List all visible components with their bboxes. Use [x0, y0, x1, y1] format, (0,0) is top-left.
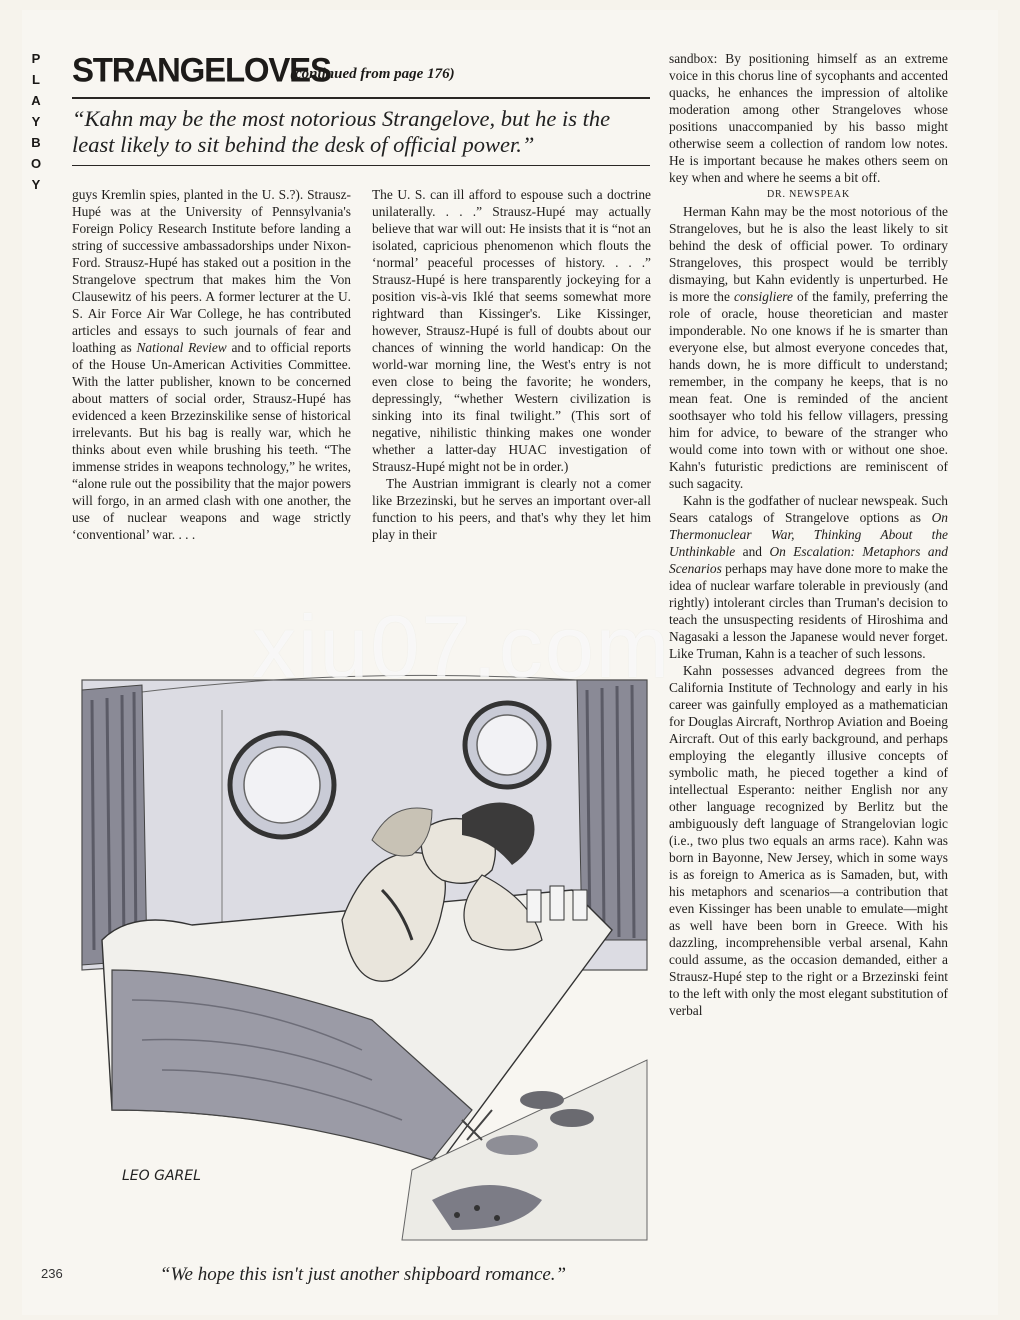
divider-bottom: [72, 165, 650, 166]
cartoon-caption: “We hope this isn't just another shipboard romance.”: [159, 1264, 567, 1285]
paragraph: Kahn is the godfather of nuclear newspeak. Such Sears catalogs of Strangelove options as On Thermonuclear War, Thinking About the Unthinkable and On Escalation: Metaphors and Scenarios perhaps may have done more to make the idea of nuclear warfare tolerable in previously (and rightly) intolerant circles than Truman's decision to teach the unsuspecting residents of Hiroshima and Nagasaki a lesson the Japanese would never forget. Like Truman, Kahn is a teacher of such lessons.: [669, 493, 948, 661]
divider-top: [72, 97, 650, 99]
cartoonist-signature: LEO GAREL: [122, 1168, 201, 1184]
paragraph: sandbox: By positioning himself as an extreme voice in this chorus line of sycophants and accented quacks, he enhances the impression of altolike moderation among other Strangeloves whose positions unaccompanied by his basso might otherwise seem a collection of random low notes. He is important because he makes others seem on key when and where he seems a bit off.: [669, 51, 948, 185]
brand-letter: B: [31, 135, 41, 150]
article-title: STRANGELOVES: [72, 49, 331, 89]
continued-note: (continued from page 176): [290, 66, 455, 82]
brand-letter: Y: [31, 177, 41, 192]
cartoon-drawing: [72, 640, 654, 1248]
article-header: [72, 46, 652, 88]
text-column-3: [669, 50, 948, 1019]
brand-letter: P: [31, 51, 41, 66]
text-column-2: [372, 186, 651, 543]
paragraph: Kahn possesses advanced degrees from the California Institute of Technology and early in his career was gainfully employed as a mathematician for Douglas Aircraft, Northrop Aviation and Boeing Aircraft. Out of this early background, and perhaps employing the elegantly illusive concepts of symbolic math, he pieced together a kind of intellectual Esperanto: neither English nor any other language recognized by Berlitz but the ambiguously deft language of Strangelovian logic (i.e., two plus two equals an arms race). Kahn was born in Bayonne, New Jersey, which in some ways is as foreign to America as is Samaden, but, with his metaphors and scenarios—a contribution that even Kissinger has been unable to emulate—might as well have been born in Greece. With his dazzling, incomprehensible verbal arsenal, Kahn could assume, as the occasion demanded, either a Strausz-Hupé step to the right or a Brzezinski feint to the left with only the most elegant substitution of verbal: [669, 663, 948, 1018]
paragraph: guys Kremlin spies, planted in the U. S.?). Strausz-Hupé was at the University of Pennsylvania's Foreign Policy Research Institute before landing a string of successive ambassadorships under Nixon-Ford. Strausz-Hupé has staked out a position in the Strangelove spectrum that makes him the Von Clausewitz of his peers. A former lecturer at the U. S. Air Force Air War College, he has contributed articles and essays to such journals of fear and loathing as National Review and to official reports of the House Un-American Activities Committee. With the latter publisher, known to be concerned about matters of social order, Strausz-Hupé has evidenced a keen Brzezinskilike sense of historical irrelevants. But his bag is really war, which he thinks about even while brushing his teeth. “The immense strides in weapons technology,” he writes, “alone rule out the possibility that the major powers will forgo, in an armed clash with one another, the use of nuclear weapons and wage strictly ‘conventional’ war. . . .: [72, 187, 351, 542]
brand-letter: A: [31, 93, 41, 108]
brand-letter: Y: [31, 114, 41, 129]
cartoon-illustration: [72, 640, 654, 1248]
section-subhead: DR. NEWSPEAK: [767, 189, 850, 200]
pull-quote: “Kahn may be the most notorious Strangelove, but he is the least likely to sit behind the desk of official power.”: [72, 106, 611, 157]
page-number: 236: [41, 1266, 63, 1281]
paragraph: The Austrian immigrant is clearly not a comer like Brzezinski, but he serves an important over-all function to his peers, and that's why they let him play in their: [372, 476, 651, 542]
brand-letter: L: [32, 72, 40, 87]
watermark-text: xiu07.com: [252, 597, 672, 696]
paragraph: Herman Kahn may be the most notorious of the Strangeloves, but he is also the least likely to sit behind the desk of official power. To ordinary Strangeloves, this prospect would be terribly dismaying, but Kahn evidently is unperturbed. He is more the consigliere of the family, preferring the role of oracle, house theoretician and master imponderable. No one knows if he is smarter than everyone else, but almost everyone concedes that, hands down, he is more difficult to understand; remember, in the company he keeps, that is no mean feat. One is reminded of the ancient soothsayer who told his fellow villagers, pressing him for advice, to beware of the stranger who would come into town with or without one shoe. Kahn's futuristic predictions are reminiscent of such sagacity.: [669, 204, 948, 491]
brand-letter: O: [30, 156, 42, 171]
text-column-1: [72, 186, 351, 543]
vertical-brand-playboy: [28, 48, 44, 195]
paragraph: The U. S. can ill afford to espouse such a doctrine unilaterally. . . .” Strausz-Hupé may actually believe that war will out: He insists that it is “not an isolated, capricious phenomenon which flouts the ‘normal’ peaceful processes of history. . . .” Strausz-Hupé is here transparently jockeying for a position vis-à-vis Iklé that seems somewhat more rightward than Kissinger's. Like Kissinger, however, Strausz-Hupé is full of doubts about our chances of winning the world handicap: On the world-war morning line, the West's entry is not even close to being the favorite; he wonders, depressingly, “whether Western civilization is sinking into its final twilight.” (This sort of negative, nihilistic thinking makes one wonder whether a latter-day HUAC investigation of Strausz-Hupé might not be in order.): [372, 187, 651, 474]
